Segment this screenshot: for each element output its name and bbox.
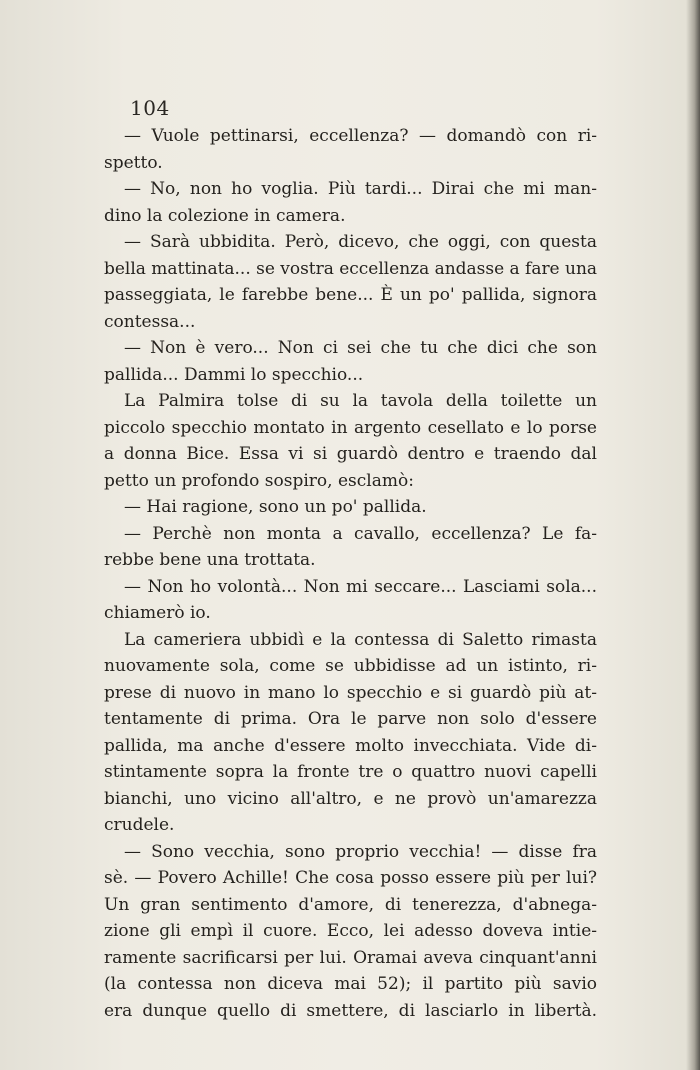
text-line: — Sarà ubbidita. Però, dicevo, che oggi, con questa [124,232,597,252]
text-line: era dunque quello di smettere, di lasciarlo in libertà. [104,1000,597,1021]
text-line: zione gli empì il cuore. Ecco, lei adesso doveva intie- [104,921,597,941]
text-line: rebbe bene una trottata. [104,550,316,570]
text-line: La Palmira tolse di su la tavola della toilette un [124,391,597,411]
text-line: pallida... Dammi lo specchio... [104,364,364,385]
text-line: chiamerò io. [104,603,211,623]
text-line: sè. — Povero Achille! Che cosa posso essere più per lui? [104,868,597,888]
text-line: — Perchè non monta a cavallo, eccellenza? Le fa- [124,523,597,544]
text-line: nuovamente sola, come se ubbidisse ad un istinto, ri- [104,656,597,676]
text-line: stintamente sopra la fronte tre o quattro nuovi capelli [104,762,597,782]
text-line: pallida, ma anche d'essere molto invecchiata. Vide di- [104,735,597,756]
text-line: — Hai ragione, sono un po' pallida. [124,497,427,517]
text-line: — Non ho volontà... Non mi seccare... Lasciami sola... [124,576,597,597]
text-line: petto un profondo sospiro, esclamò: [104,470,414,491]
text-line: prese di nuovo in mano lo specchio e si guardò più at- [104,682,597,703]
text-line: ramente sacrificarsi per lui. Oramai aveva cinquant'anni [104,947,597,968]
text-line: dino la colezione in camera. [104,205,346,226]
text-line: — No, non ho voglia. Più tardi... Dirai che mi man- [124,179,597,199]
text-line: Un gran sentimento d'amore, di tenerezza, d'abnega- [104,894,597,915]
body-text [104,123,597,1024]
text-line: tentamente di prima. Ora le parve non solo d'essere [104,709,597,729]
page-number: 104 [130,96,170,120]
text-line: La cameriera ubbidì e la contessa di Saletto rimasta [124,629,597,650]
text-line: passeggiata, le farebbe bene... È un po' pallida, signora [104,285,597,305]
text-line: spetto. [104,152,163,173]
text-line: bianchi, uno vicino all'altro, e ne provò un'amarezza [104,788,597,809]
page-edge-shadow [686,0,700,1070]
text-line: — Sono vecchia, sono proprio vecchia! — disse fra [124,841,597,862]
text-line: a donna Bice. Essa vi si guardò dentro e traendo dal [104,444,597,464]
text-line: — Vuole pettinarsi, eccellenza? — domandò con ri- [124,126,597,146]
text-line: bella mattinata... se vostra eccellenza andasse a fare una [104,258,597,279]
text-line: crudele. [104,815,175,835]
text-line: (la contessa non diceva mai 52); il partito più savio [104,974,597,994]
text-line: piccolo specchio montato in argento cesellato e lo porse [104,417,597,438]
text-line: contessa... [104,311,196,332]
text-line: — Non è vero... Non ci sei che tu che dici che son [124,338,597,358]
